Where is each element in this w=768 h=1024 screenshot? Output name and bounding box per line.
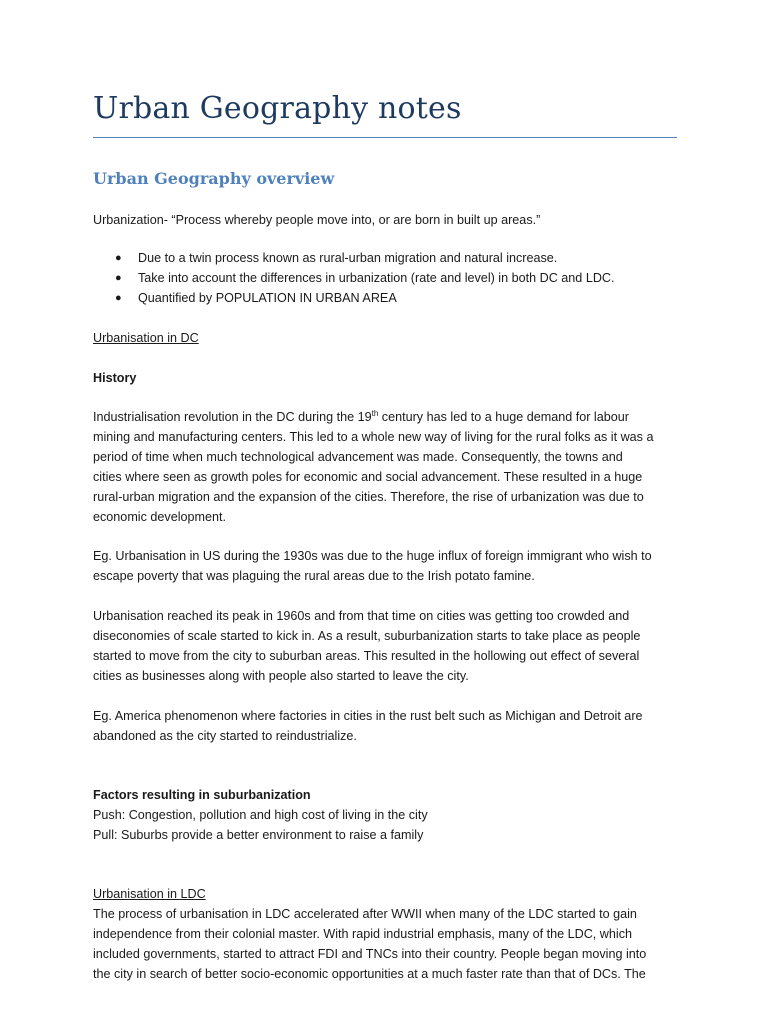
bullet-icon: ● [115,272,122,284]
paragraph-line: Industrialisation revolution in the DC during the 19th century has led to a huge demand for labour [93,408,629,424]
pull-factor: Pull: Suburbs provide a better environment to raise a family [93,828,424,842]
bullet-icon: ● [115,292,122,304]
paragraph-line: started to move from the city to suburban areas. This resulted in the hollowing out effect of several [93,649,640,663]
ldc-section [93,884,693,984]
overview-heading: Urban Geography overview [93,169,335,188]
paragraph-line: the city in search of better socio-economic opportunities at a much faster rate than that of DCs. The [93,967,646,981]
factors-block [93,785,693,845]
paragraph-suburbanization [93,606,693,686]
paragraph-line: Eg. Urbanisation in US during the 1930s was due to the huge influx of foreign immigrant who wish to [93,549,652,563]
paragraph-line: cities where seen as growth poles for economic and social advancement. These resulted in a huge [93,470,643,484]
paragraph-line: diseconomies of scale started to kick in. As a result, suburbanization starts to take place as people [93,629,641,643]
list-item [93,288,693,308]
bullet-text: Take into account the differences in urbanization (rate and level) in both DC and LDC. [138,271,615,285]
paragraph-line: independence from their colonial master. With rapid industrial emphasis, many of the LDC, which [93,927,632,941]
bullet-list [93,248,693,308]
paragraph-line: cities as businesses along with people also started to leave the city. [93,669,469,683]
superscript-th: th [371,408,379,418]
document-title: Urban Geography notes [93,91,462,126]
history-heading: History [93,371,137,385]
bullet-text: Due to a twin process known as rural-urban migration and natural increase. [138,251,558,265]
paragraph-line: period of time when much technological advancement was made. Consequently, the towns and [93,450,623,464]
paragraph-line: escape poverty that was plaguing the rural areas due to the Irish potato famine. [93,569,535,583]
paragraph-line: The process of urbanisation in LDC accelerated after WWII when many of the LDC started to gain [93,907,637,921]
paragraph-industrialisation [93,407,693,527]
factors-heading: Factors resulting in suburbanization [93,788,311,802]
paragraph-line: abandoned as the city started to reindustrialize. [93,729,357,743]
paragraph-us-example [93,546,693,586]
title-underline-rule [93,137,677,138]
paragraph-america-example [93,706,693,746]
ldc-section-heading: Urbanisation in LDC [93,887,206,901]
paragraph-line: included governments, started to attract FDI and TNCs into their country. People began moving into [93,947,647,961]
paragraph-line: economic development. [93,510,227,524]
bullet-text: Quantified by POPULATION IN URBAN AREA [138,291,397,305]
list-item [93,248,693,268]
paragraph-line: mining and manufacturing centers. This led to a whole new way of living for the rural folks as it was a [93,430,654,444]
paragraph-line: Urbanisation reached its peak in 1960s and from that time on cities was getting too crowded and [93,609,630,623]
dc-section-heading: Urbanisation in DC [93,331,199,345]
list-item [93,268,693,288]
paragraph-line: Eg. America phenomenon where factories in cities in the rust belt such as Michigan and Detroit are [93,709,643,723]
push-factor: Push: Congestion, pollution and high cost of living in the city [93,808,428,822]
paragraph-line: rural-urban migration and the expansion of the cities. Therefore, the rise of urbanization was due to [93,490,644,504]
bullet-icon: ● [115,252,122,264]
urbanization-definition: Urbanization- “Process whereby people move into, or are born in built up areas.” [93,213,541,227]
